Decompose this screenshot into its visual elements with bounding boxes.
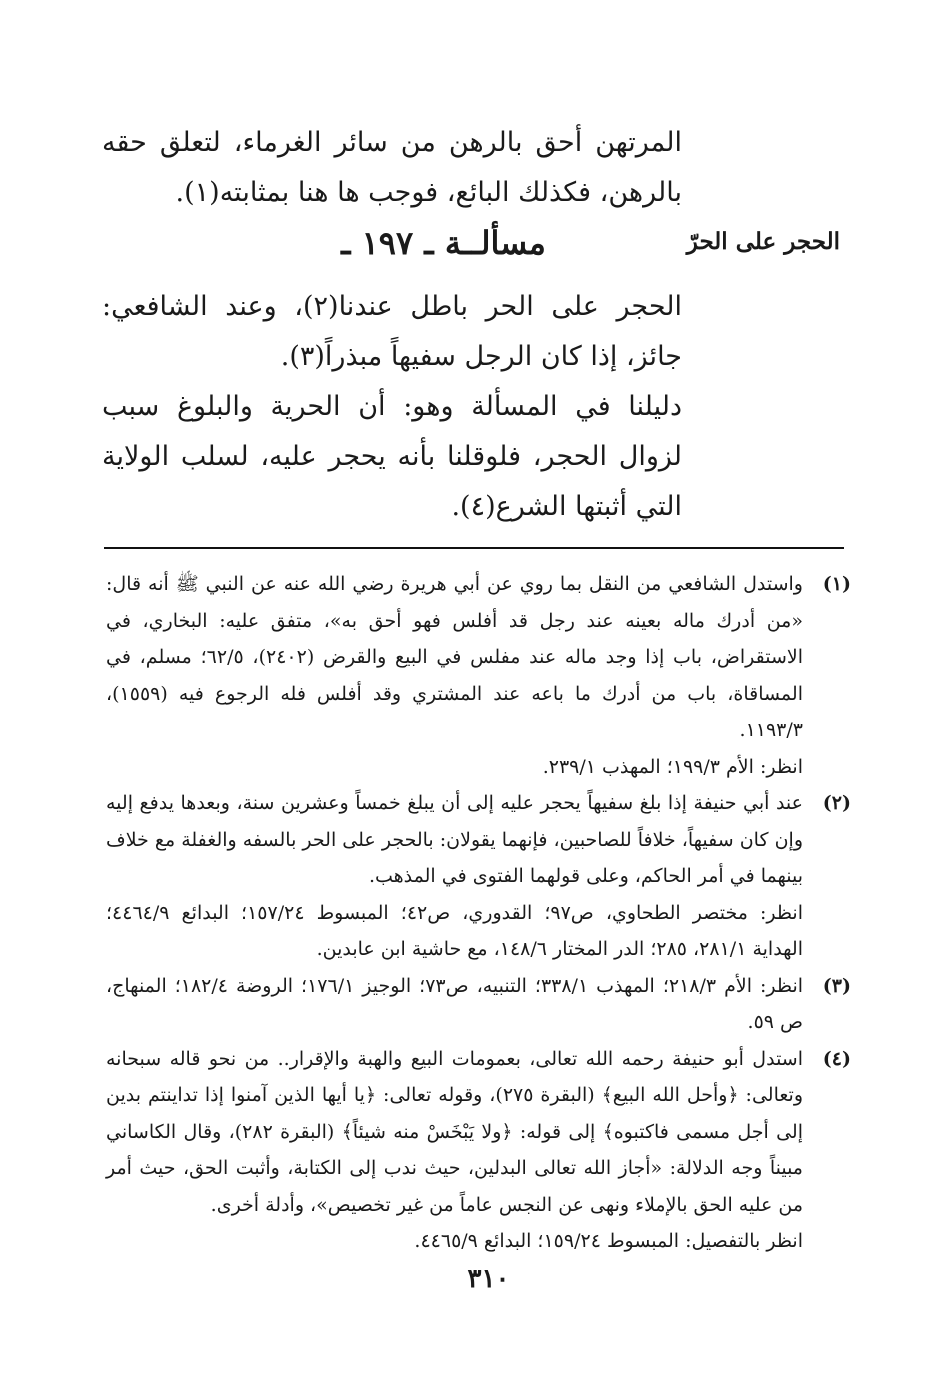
footnote-text: عند أبي حنيفة إذا بلغ سفيهاً يحجر عليه إلى أن يبلغ خمساً وعشرين سنة، وبعدها يدفع إليه وإن كان سفيهاً، خلافاً للصاحبين، فإنهما يقولان: بالحجر على الحر بالسفه والغفلة مع خلاف بينهما في أمر الحاكم، وعلى قولهما الفتوى في المذهب.: [106, 792, 803, 887]
masala-heading-row: [0, 224, 947, 272]
footnote-divider: [104, 547, 844, 549]
footnote-reference: انظر بالتفصيل: المبسوط ١٥٩/٢٤؛ البدائع ٤٤٦٥/٩.: [414, 1230, 803, 1252]
footnote-reference: انظر: الأم ١٩٩/٣؛ المهذب ٢٣٩/١.: [542, 755, 803, 778]
footnote-text: استدل أبو حنيفة رحمه الله تعالى، بعمومات البيع والهبة والإقرار.. من نحو قاله سبحانه وتعالى: ﴿وأحل الله البيع﴾ (البقرة ٢٧٥)، وقوله تعالى: ﴿يا أيها الذين آمنوا إذا تداينتم بدين إلى أجل مسمى فاكتبوه﴾ إلى قوله: ﴿ولا يَبْخَسْ منه شيئاً﴾ (البقرة ٢٨٢)، وقال الكاساني مبيناً وجه الدلالة: «أجاز الله تعالى البدلين، حيث ندب إلى الكتابة، وأثبت الحق، حيث أمر من عليه الحق بالإملاء ونهى عن النجس عاماً من غير تخصيص»، وأدلة أخرى.: [106, 1047, 804, 1216]
footnote-1: [106, 566, 851, 785]
footnote-number: (٢): [822, 792, 851, 814]
footnotes: [106, 566, 851, 1260]
footnote-text: انظر: الأم ٢١٨/٣؛ المهذب ٣٣٨/١؛ التنبيه، ص٧٣؛ الوجيز ١٧٦/١؛ الروضة ١٨٢/٤؛ المنهاج، ص ٥٩.: [106, 974, 804, 1033]
main-paragraph-1: المرتهن أحق بالرهن من سائر الغرماء، لتعلق حقه بالرهن، فكذلك البائع، فوجب ها هنا بمثابته(١).: [102, 127, 682, 208]
footnote-number: (٣): [822, 974, 851, 997]
main-paragraph-2: الحجر على الحر باطل عندنا(٢)، وعند الشافعي: جائز، إذا كان الرجل سفيهاً مبذراً(٣).: [102, 291, 682, 372]
main-paragraph-3: دليلنا في المسألة وهو: أن الحرية والبلوغ سبب لزوال الحجر، فلوقلنا بأنه يحجر عليه، لسلب الولاية التي أثبتها الشرع(٤).: [102, 391, 682, 522]
footnote-reference: انظر: مختصر الطحاوي، ص٩٧؛ القدوري، ص٤٢؛ المبسوط ١٥٧/٢٤؛ البدائع ٤٤٦٤/٩؛ الهداية ٢٨١/١، ٢٨٥؛ الدر المختار ١٤٨/٦، مع حاشية ابن عابدين.: [106, 901, 803, 960]
page-number: ٣١٠: [467, 1264, 510, 1294]
margin-note: الحجر على الحرّ: [686, 228, 840, 255]
masala-title: مسألــة ـ ١٩٧ ـ: [341, 224, 546, 262]
footnote-number: (٤): [822, 1047, 851, 1070]
footnote-number: (١): [822, 573, 851, 595]
footnote-2: [106, 785, 851, 968]
footnote-4: [106, 1041, 851, 1260]
footnote-3: [106, 968, 851, 1041]
footnote-text: واستدل الشافعي من النقل بما روي عن أبي هريرة رضي الله عنه عن النبي ﷺ أنه قال: «من أدرك ماله بعينه عند رجل قد أفلس فهو أحق به»، متفق عليه: البخاري، في الاستقراض، باب إذا وجد ماله عند مفلس في البيع والقرض (٢٤٠٢)، ٦٢/٥؛ مسلم، في المساقاة، باب من أدرك ما باعه عند المشتري وقد أفلس فله الرجوع فيه (١٥٥٩)، ١١٩٣/٣.: [106, 573, 803, 741]
